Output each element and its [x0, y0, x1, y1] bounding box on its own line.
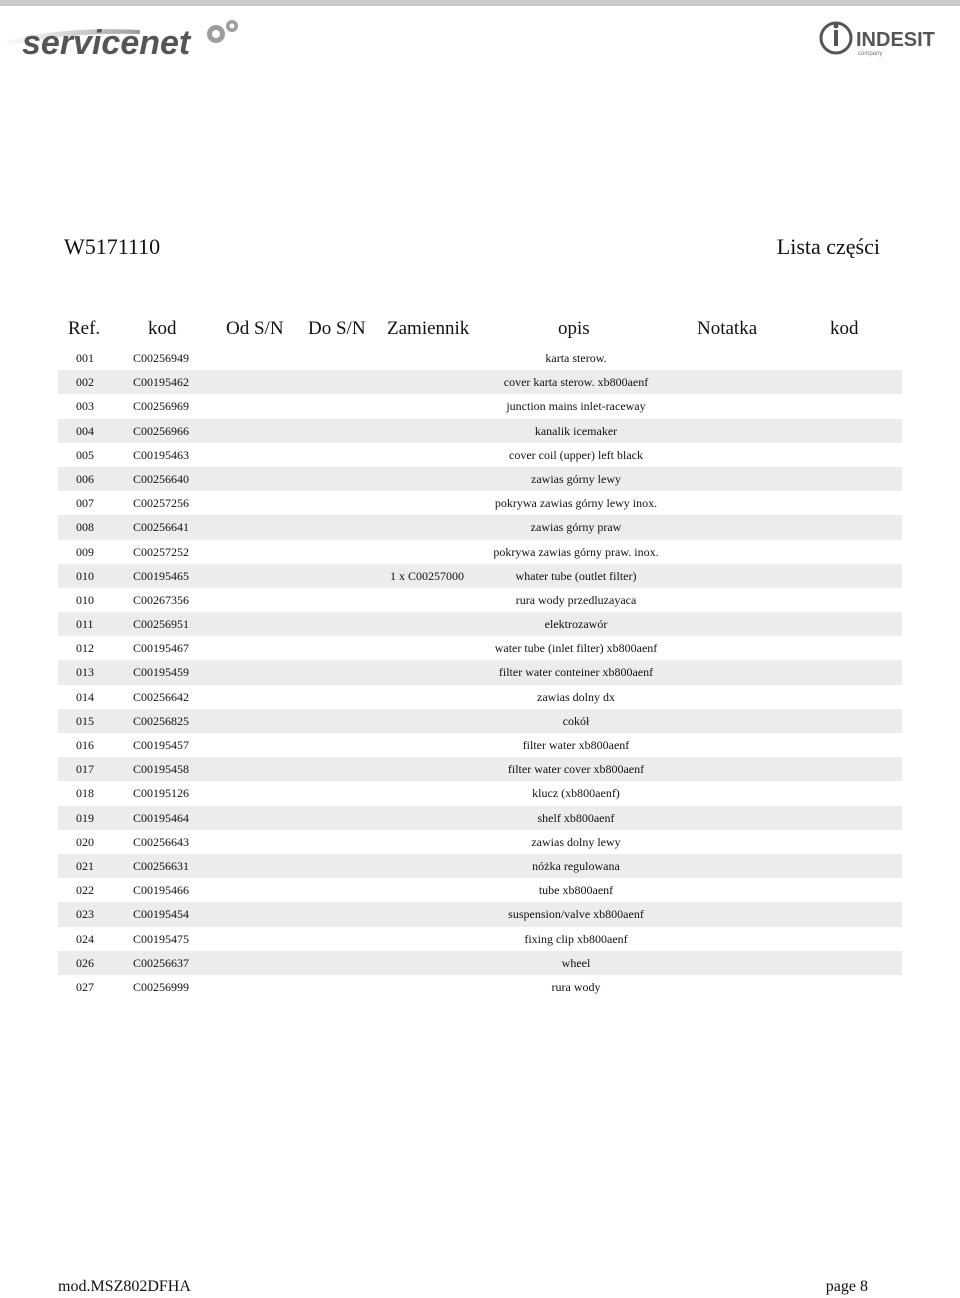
table-row: [58, 443, 902, 467]
kod-cell: C00195462: [133, 375, 190, 390]
opis-cell: cokół: [562, 713, 590, 728]
table-row: [58, 757, 902, 781]
table-row: [58, 660, 902, 684]
opis-cell: zawias górny praw: [530, 520, 622, 535]
table-row: [58, 975, 902, 999]
ref-cell: 023: [76, 907, 94, 922]
ref-cell: 026: [76, 955, 94, 970]
servicenet-logo: [0, 12, 250, 62]
kod-cell: C00195463: [133, 447, 190, 462]
column-header-notatka: Notatka: [697, 318, 758, 339]
ref-cell: 015: [76, 713, 94, 728]
kod-cell: C00256999: [133, 979, 190, 994]
kod-cell: C00257252: [133, 544, 190, 559]
ref-cell: 018: [76, 786, 94, 801]
table-row: [58, 346, 902, 370]
opis-cell: filter water xb800aenf: [522, 738, 630, 752]
ref-cell: 007: [76, 496, 94, 511]
table-header: [58, 318, 902, 344]
ref-cell: 021: [76, 858, 94, 873]
opis-cell: kanalik icemaker: [534, 423, 618, 438]
svg-text:company: company: [858, 51, 883, 57]
kod-cell: C00256969: [133, 399, 190, 414]
opis-cell: pokrywa zawias górny lewy inox.: [494, 496, 658, 511]
kod-cell: C00195126: [133, 786, 190, 801]
opis-cell: rura wody przedluzayaca: [515, 592, 637, 607]
ref-cell: 001: [76, 351, 94, 365]
ref-cell: 009: [76, 544, 94, 559]
table-row: [58, 902, 902, 926]
ref-cell: 004: [76, 423, 94, 438]
opis-cell: suspension/valve xb800aenf: [508, 907, 644, 922]
kod-cell: C00195467: [133, 641, 190, 656]
indesit-logo: [818, 20, 943, 58]
top-bar: [0, 0, 960, 6]
table-row: [58, 370, 902, 394]
opis-cell: water tube (inlet filter) xb800aenf: [494, 641, 658, 656]
opis-cell: fixing clip xb800aenf: [524, 931, 628, 946]
ref-cell: 017: [76, 762, 94, 777]
document-title: Lista części: [776, 234, 880, 259]
zamiennik-cell: 1 x C00257000: [390, 568, 465, 583]
footer-page: page 8: [825, 1278, 868, 1295]
table-row: [58, 564, 902, 588]
table-row: [58, 515, 902, 539]
opis-cell: karta sterow.: [545, 351, 607, 365]
opis-cell: whater tube (outlet filter): [515, 568, 637, 583]
table-row: [58, 927, 902, 951]
ref-cell: 016: [76, 738, 94, 752]
kod-cell: C00256966: [133, 423, 190, 438]
kod-cell: C00256631: [133, 858, 190, 873]
opis-cell: junction mains inlet-raceway: [506, 399, 646, 414]
kod-cell: C00256640: [133, 471, 190, 486]
table-row: [58, 419, 902, 443]
opis-cell: tube xb800aenf: [538, 883, 614, 898]
opis-cell: filter water cover xb800aenf: [507, 762, 645, 777]
ref-cell: 010: [76, 592, 94, 607]
ref-cell: 024: [76, 931, 94, 946]
table-row: [58, 951, 902, 975]
ref-cell: 003: [76, 399, 94, 414]
ref-cell: 020: [76, 834, 94, 849]
column-header-kod-2: kod: [830, 318, 859, 339]
kod-cell: C00256825: [133, 713, 190, 728]
kod-cell: C00256642: [133, 689, 190, 704]
opis-cell: zawias dolny dx: [537, 689, 615, 704]
ref-cell: 022: [76, 883, 94, 898]
table-row: [58, 612, 902, 636]
kod-cell: C00195465: [133, 568, 190, 583]
ref-cell: 011: [76, 617, 94, 632]
kod-cell: C00256949: [133, 351, 190, 365]
svg-text:servicenet: servicenet: [22, 24, 191, 62]
table-row: [58, 394, 902, 418]
ref-cell: 006: [76, 471, 94, 486]
footer-model: mod.MSZ802DFHA: [58, 1278, 191, 1295]
column-header-do-sn: Do S/N: [308, 318, 366, 339]
ref-cell: 013: [76, 665, 94, 680]
ref-cell: 002: [76, 375, 94, 390]
kod-cell: C00256643: [133, 834, 190, 849]
opis-cell: cover karta sterow. xb800aenf: [503, 375, 649, 390]
parts-table: [58, 346, 902, 999]
table-row: [58, 491, 902, 515]
column-header-kod: kod: [148, 318, 177, 339]
document-code: W5171110: [64, 234, 161, 259]
table-row: [58, 854, 902, 878]
ref-cell: 014: [76, 689, 94, 704]
table-row: [58, 467, 902, 491]
kod-cell: C00256641: [133, 520, 190, 535]
kod-cell: C00195466: [133, 883, 190, 898]
kod-cell: C00195475: [133, 931, 190, 946]
kod-cell: C00195454: [133, 907, 190, 922]
table-row: [58, 878, 902, 902]
column-header-ref: Ref.: [68, 318, 101, 339]
table-row: [58, 830, 902, 854]
table-row: [58, 588, 902, 612]
ref-cell: 005: [76, 447, 94, 462]
opis-cell: filter water conteiner xb800aenf: [498, 665, 654, 680]
kod-cell: C00257256: [133, 496, 190, 511]
table-row: [58, 636, 902, 660]
ref-cell: 010: [76, 568, 94, 583]
ref-cell: 008: [76, 520, 94, 535]
kod-cell: C00267356: [133, 592, 190, 607]
opis-cell: pokrywa zawias górny praw. inox.: [493, 544, 659, 559]
opis-cell: nóżka regulowana: [532, 858, 620, 873]
opis-cell: zawias dolny lewy: [531, 834, 621, 849]
table-row: [58, 709, 902, 733]
column-header-opis: opis: [558, 318, 590, 339]
ref-cell: 019: [76, 810, 94, 825]
table-row: [58, 781, 902, 805]
kod-cell: C00256637: [133, 955, 190, 970]
opis-cell: zawias górny lewy: [531, 471, 621, 486]
table-row: [58, 733, 902, 757]
opis-cell: elektrozawór: [544, 617, 608, 632]
table-row: [58, 540, 902, 564]
kod-cell: C00195464: [133, 810, 190, 825]
kod-cell: C00256951: [133, 617, 190, 632]
opis-cell: wheel: [561, 955, 591, 970]
ref-cell: 027: [76, 979, 94, 994]
opis-cell: cover coil (upper) left black: [509, 447, 643, 462]
opis-cell: rura wody: [551, 979, 601, 994]
column-header-od-sn: Od S/N: [226, 318, 284, 339]
ref-cell: 012: [76, 641, 94, 656]
kod-cell: C00195457: [133, 738, 190, 752]
opis-cell: klucz (xb800aenf): [532, 786, 620, 801]
column-header-zamiennik: Zamiennik: [387, 318, 470, 339]
opis-cell: shelf xb800aenf: [537, 810, 615, 825]
table-row: [58, 685, 902, 709]
svg-text:INDESIT: INDESIT: [856, 29, 935, 51]
table-row: [58, 806, 902, 830]
kod-cell: C00195458: [133, 762, 190, 777]
kod-cell: C00195459: [133, 665, 190, 680]
